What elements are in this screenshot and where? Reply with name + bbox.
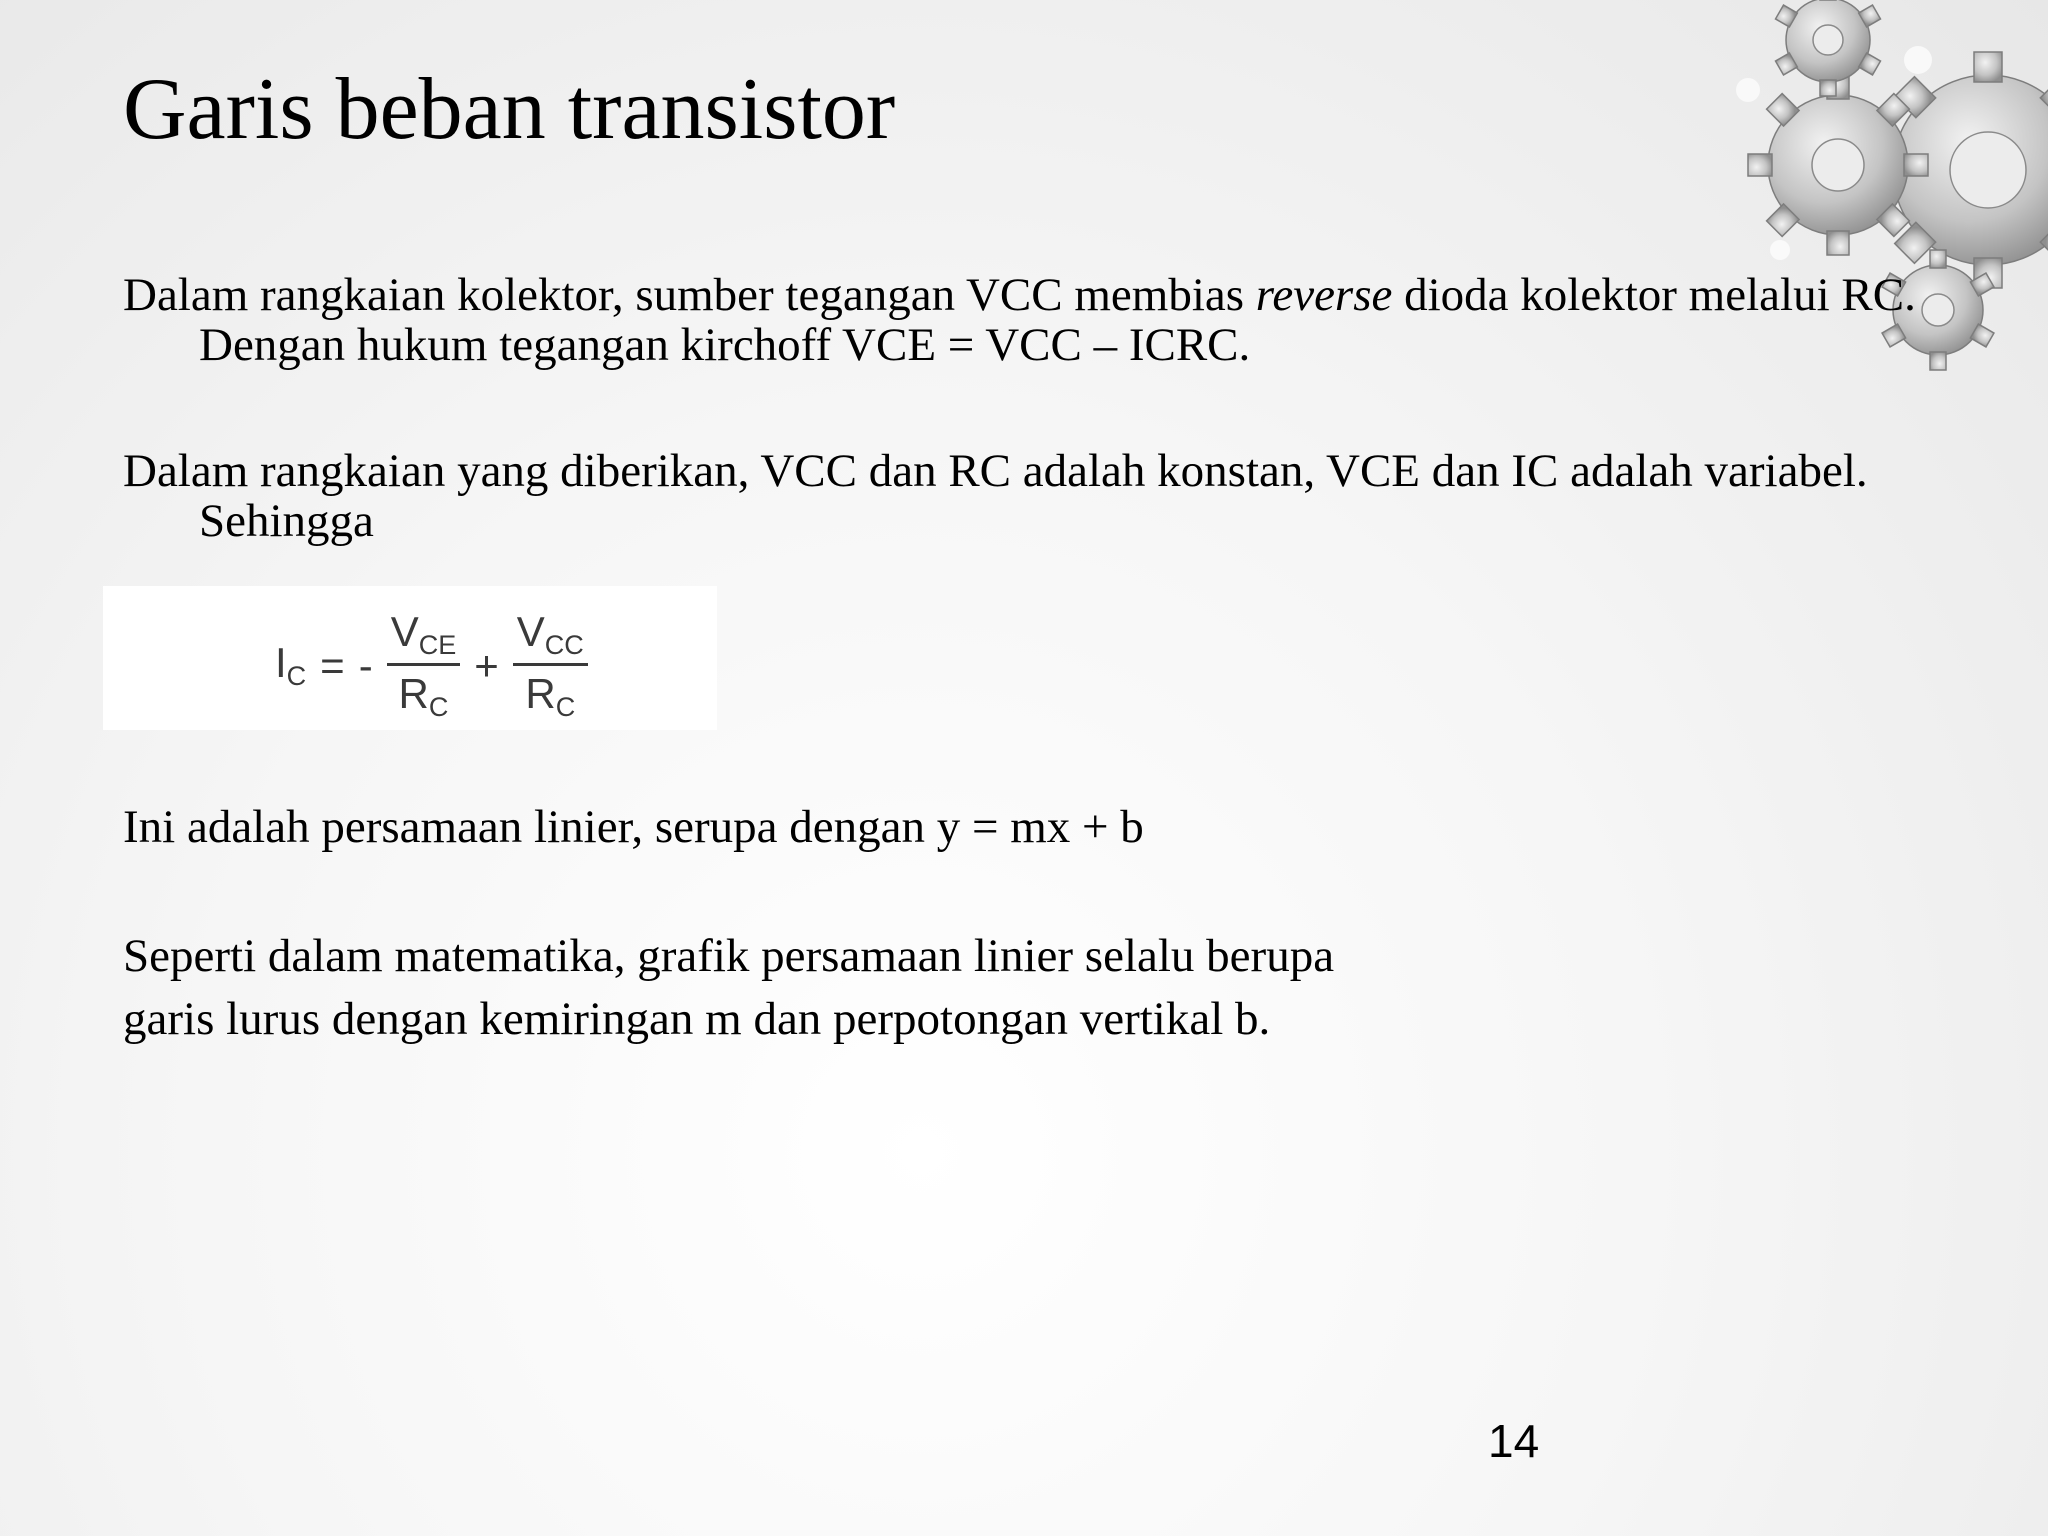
fraction-numerator-vce: $V_{CE}$: [387, 608, 461, 666]
slide-title: Garis beban transistor: [123, 61, 896, 158]
paragraph-linear-graph-line2: garis lurus dengan kemiringan m dan perpotongan vertikal b.: [123, 993, 1271, 1045]
fraction-vcc-over-rc: [513, 608, 588, 723]
fraction-numerator-vcc: $V_{CC}$: [513, 608, 588, 666]
page-number: 14: [1488, 1415, 1540, 1467]
paragraph-linear-equation: Ini adalah persamaan linier, serupa dengan y = mx + b: [123, 801, 1144, 853]
reverse-italic-term: reverse: [1255, 269, 1393, 321]
formula-lhs: $I_C$: [275, 639, 307, 691]
paragraph-constants-variables: Dalam rangkaian yang diberikan, VCC dan RC adalah konstan, VCE dan IC adalah variabel. Sehingga: [123, 445, 1868, 547]
paragraph-linear-graph-line1: Seperti dalam matematika, grafik persamaan linier selalu berupa: [123, 930, 1335, 982]
paragraph-collector-text-start: Dalam rangkaian kolektor, sumber tegangan VCC membias: [123, 269, 1256, 321]
paragraph-collector-circuit: [123, 270, 1919, 370]
fraction-denominator-rc-2: $R_C$: [525, 670, 576, 722]
paragraph-collector-text-end: dioda kolektor melalui RC. Dengan hukum tegangan kirchoff VCE = VCC – ICRC.: [199, 269, 1916, 371]
fraction-vce-over-rc: [387, 608, 461, 723]
formula-image: [103, 586, 717, 730]
fraction-denominator-rc: $R_C$: [398, 670, 449, 722]
collector-current-equation: [275, 608, 588, 723]
formula-minus: -: [358, 641, 373, 689]
paragraph-linear-graph: [123, 925, 1623, 1051]
formula-equals: =: [320, 641, 345, 689]
formula-plus: +: [474, 641, 499, 689]
